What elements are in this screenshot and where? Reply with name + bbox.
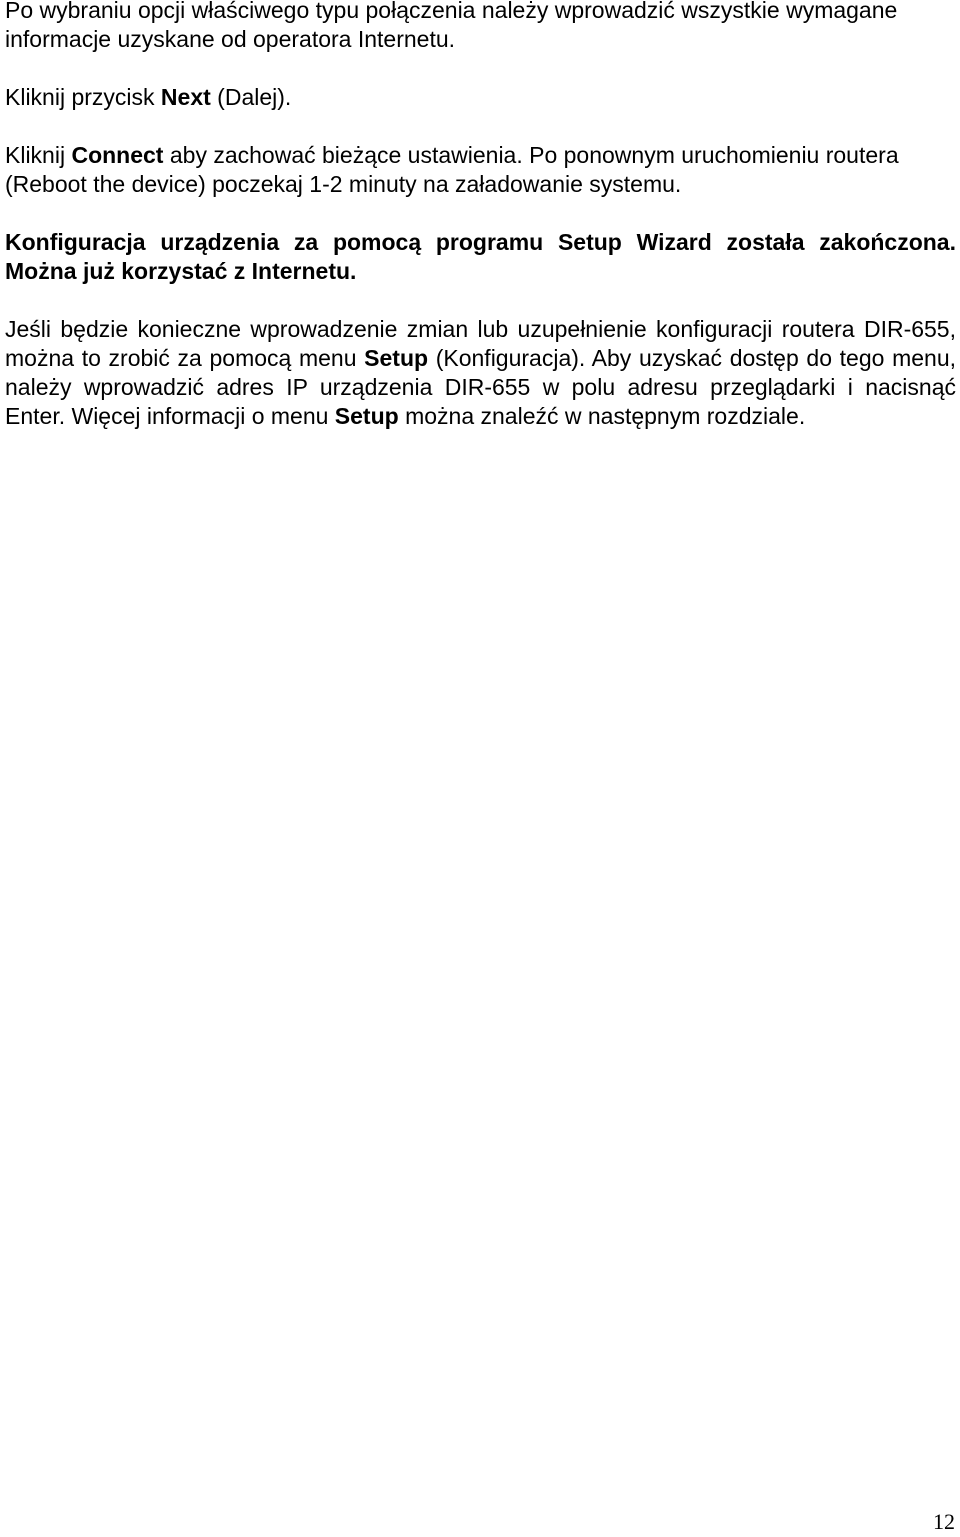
paragraph-text: Po wybraniu opcji właściwego typu połączenia należy wprowadzić wszystkie wymagane informacje uzyskane od operatora Internetu.	[5, 0, 898, 52]
paragraph-text: Jeśli będzie konieczne wprowadzenie zmian lub uzupełnienie konfiguracji routera DIR-655, można to zrobić za pomocą menu	[5, 316, 956, 371]
paragraph-connection-info	[5, 0, 956, 54]
paragraph-setup-complete	[5, 228, 956, 286]
paragraph-text: aby zachować bieżące ustawienia. Po ponownym uruchomieniu routera (Reboot the device) poczekaj 1-2 minuty na załadowanie systemu.	[5, 142, 899, 197]
setup-menu-name: Setup	[334, 403, 399, 429]
paragraph-text: (Konfiguracja). Aby uzyskać dostęp do tego menu, należy wprowadzić adres IP urządzenia DIR-655 w polu adresu przeglądarki i nacisnąć Enter. Więcej informacji o menu	[5, 345, 957, 429]
paragraph-setup-menu	[5, 315, 956, 431]
paragraph-text: można znaleźć w następnym rozdziale.	[398, 403, 806, 429]
paragraph-text: Kliknij	[5, 142, 72, 168]
paragraph-text: (Dalej).	[210, 84, 292, 110]
paragraph-click-connect	[5, 141, 956, 199]
paragraph-text: Kliknij przycisk	[5, 84, 161, 110]
next-button-name: Next	[160, 84, 211, 110]
page-number: 12	[933, 1509, 955, 1534]
paragraph-text: Konfiguracja urządzenia za pomocą programu Setup Wizard została zakończona. Można już korzystać z Internetu.	[5, 229, 956, 284]
setup-menu-name: Setup	[364, 345, 429, 371]
page-body	[5, 0, 956, 460]
connect-button-name: Connect	[71, 142, 164, 168]
paragraph-click-next	[5, 83, 956, 112]
